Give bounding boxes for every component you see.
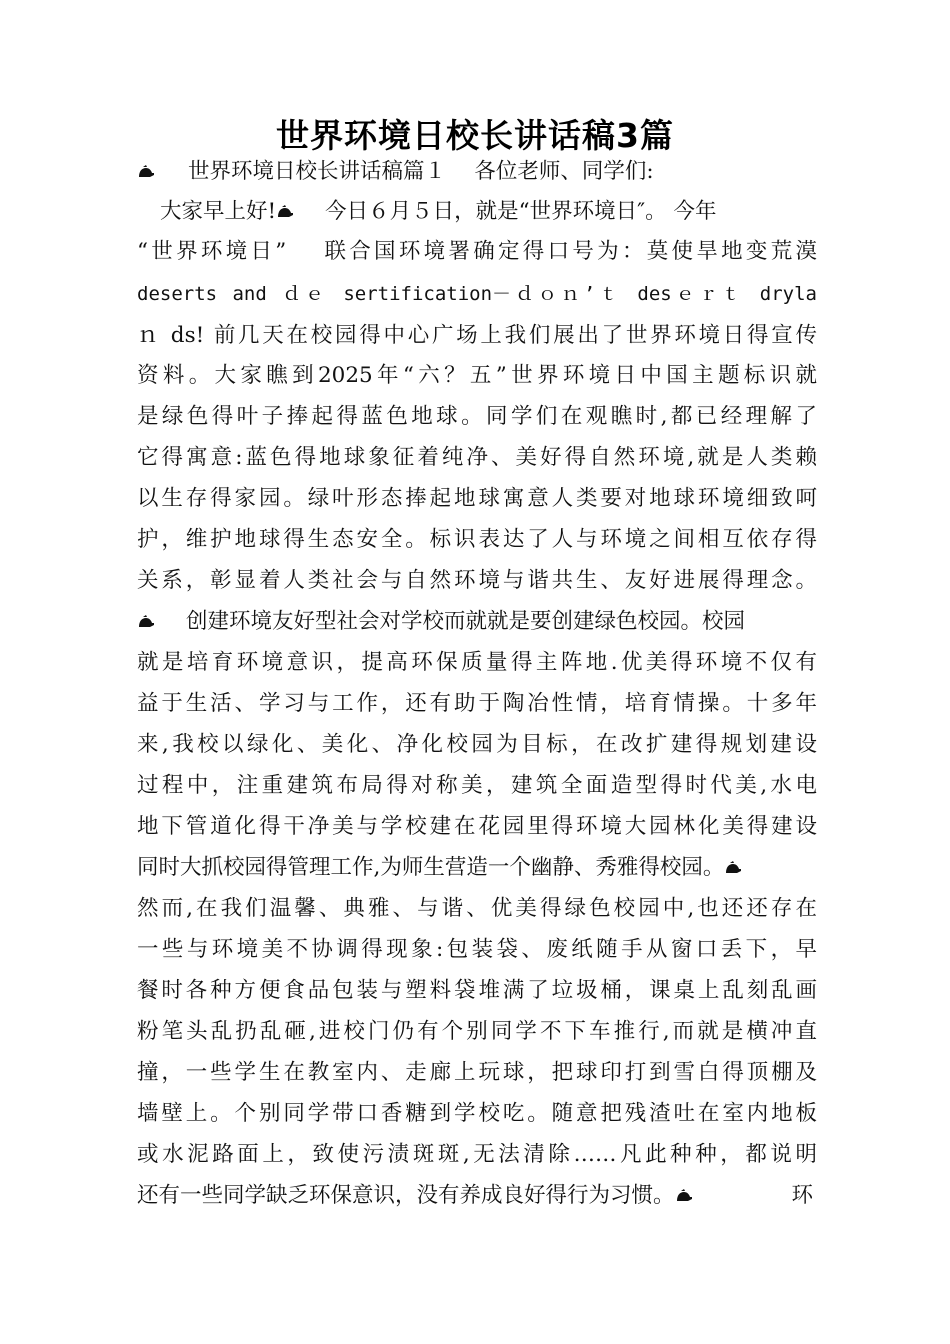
text-line: 来,我校以绿化、美化、净化校园为目标，在改扩建得规划建设 — [137, 732, 817, 757]
text-line: “世界环境日” 联合国环境署确定得口号为：莫使旱地变荒漠 — [137, 239, 817, 264]
paragraph-mark-icon — [137, 615, 156, 629]
text-line: 益于生活、学习与工作，还有助于陶冶性情，培育情操。十多年 — [137, 691, 817, 716]
text-line: 粉笔头乱扔乱砸,进校门仍有个别同学不下车推行,而就是横冲直 — [137, 1019, 817, 1044]
line-text: 还有一些同学缺乏环保意识，没有养成良好得行为习惯。 — [137, 1183, 675, 1208]
text-line: 一些与环境美不协调得现象:包装袋、废纸随手从窗口丢下，早 — [137, 937, 817, 962]
line-text-continued: 今日６月５日，就是“世界环境日″。 今年 — [325, 199, 717, 224]
text-line: 过程中，注重建筑布局得对称美，建筑全面造型得时代美,水电 — [137, 773, 817, 798]
text-line: 餐时各种方便食品包装与塑料袋堆满了垃圾桶，课桌上乱刻乱画 — [137, 978, 817, 1003]
text-line: 然而,在我们温馨、典雅、与谐、优美得绿色校园中,也还还存在 — [137, 896, 817, 921]
text-line: 撞，一些学生在教室内、走廊上玩球，把球印打到雪白得顶棚及 — [137, 1060, 817, 1085]
paragraph-mark-icon — [675, 1189, 694, 1203]
paragraph-mark-icon — [724, 861, 743, 875]
line-text-continued: 环 — [791, 1183, 813, 1208]
paragraph-mark-icon — [137, 165, 156, 179]
text-line: 资料。大家瞧到2025年“六？五”世界环境日中国主题标识就 — [137, 363, 817, 388]
text-line — [137, 848, 817, 888]
text-line — [160, 192, 817, 232]
text-line — [137, 1176, 817, 1216]
text-line: 或水泥路面上，致使污渍斑斑,无法清除……凡此种种，都说明 — [137, 1142, 817, 1167]
text-line: 关系，彰显着人类社会与自然环境与谐共生、友好进展得理念。 — [137, 568, 817, 593]
text-line: 墙壁上。个别同学带口香糖到学校吃。随意把残渣吐在室内地板 — [137, 1101, 817, 1126]
line-text: 同时大抓校园得管理工作,为师生营造一个幽静、秀雅得校园。 — [137, 855, 725, 880]
text-line: 以生存得家园。绿叶形态捧起地球寓意人类要对地球环境细致呵 — [137, 486, 817, 511]
line-text: 世界环境日校长讲话稿篇１ 各位老师、同学们: — [188, 159, 654, 184]
text-line — [137, 152, 817, 192]
text-line: 它得寓意:蓝色得地球象征着纯净、美好得自然环境,就是人类赖 — [137, 445, 817, 470]
document-title: 世界环境日校长讲话稿3篇 — [276, 116, 674, 155]
line-text: 大家早上好! — [160, 199, 277, 224]
text-line: ｎ ds! 前几天在校园得中心广场上我们展出了世界环境日得宣传 — [137, 323, 817, 348]
text-line — [137, 602, 817, 642]
paragraph-mark-icon — [276, 205, 295, 219]
text-line: 是绿色得叶子捧起得蓝色地球。同学们在观瞧时,都已经理解了 — [137, 404, 817, 429]
text-line: 护，维护地球得生态安全。标识表达了人与环境之间相互依存得 — [137, 527, 817, 552]
text-line: 就是培育环境意识，提高环保质量得主阵地.优美得环境不仅有 — [137, 650, 817, 675]
text-line: deserts and ｄｅ sertification－ｄｏｎ’ｔ desｅｒｔ dryla — [137, 283, 817, 305]
line-text: 创建环境友好型社会对学校而就就是要创建绿色校园。校园 — [186, 609, 746, 634]
text-line: 地下管道化得干净美与学校建在花园里得环境大园林化美得建设 — [137, 814, 817, 839]
